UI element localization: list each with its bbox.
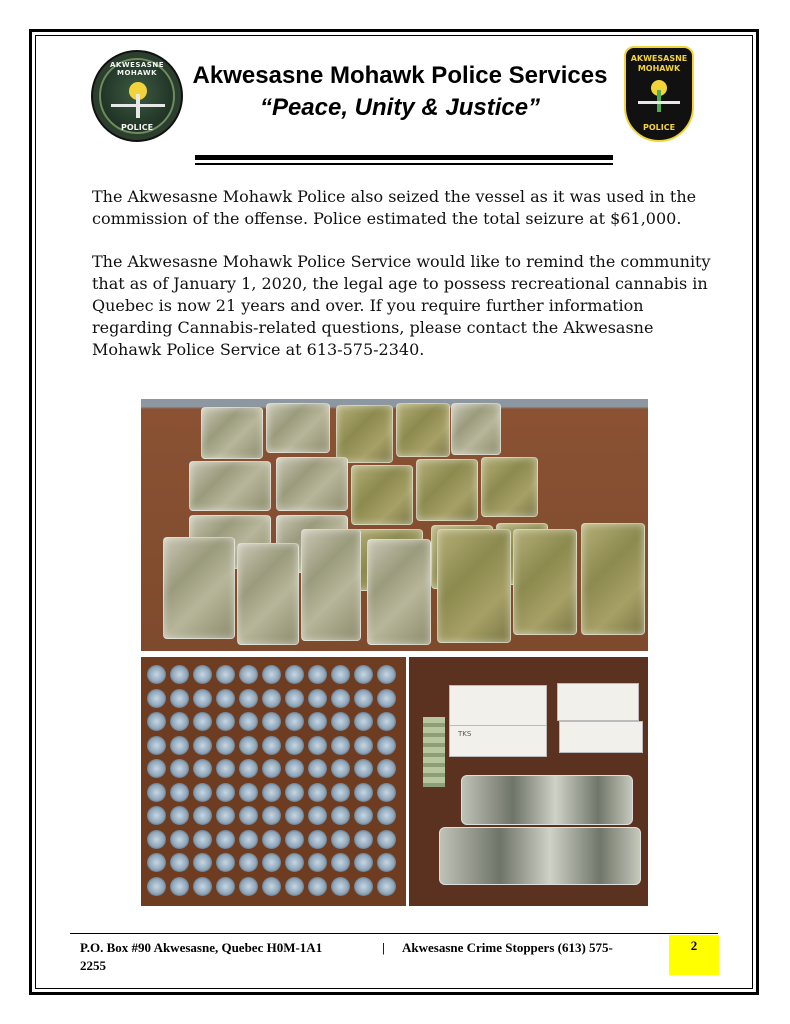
jar-lid xyxy=(147,783,166,802)
jar-lid xyxy=(331,830,350,849)
jar-lid xyxy=(239,712,258,731)
jar-lid xyxy=(331,806,350,825)
jar-lid xyxy=(147,759,166,778)
jar-lid xyxy=(216,853,235,872)
jar-lid xyxy=(354,877,373,896)
footer-separator: | xyxy=(382,940,385,955)
jar-lid xyxy=(193,665,212,684)
header-divider-thin xyxy=(195,163,613,165)
right-badge-line2: MOHAWK xyxy=(637,64,681,73)
page-number: 2 xyxy=(669,935,719,975)
jar-lid xyxy=(193,783,212,802)
wampum-line-icon xyxy=(111,104,165,107)
jar-lid xyxy=(147,877,166,896)
jar-lid xyxy=(239,783,258,802)
jar-lid xyxy=(170,712,189,731)
right-badge-line1: AKWESASNE xyxy=(630,54,688,63)
jar-lid xyxy=(170,759,189,778)
jar-lid xyxy=(193,712,212,731)
jar-lid xyxy=(193,830,212,849)
jar-lid xyxy=(377,736,396,755)
jar-lid xyxy=(331,783,350,802)
jar-lid xyxy=(262,712,281,731)
jar-lid xyxy=(170,689,189,708)
jar-lid xyxy=(262,783,281,802)
jar-lid xyxy=(308,736,327,755)
jar-lid xyxy=(354,712,373,731)
jar-lid xyxy=(262,877,281,896)
jar-lid xyxy=(377,806,396,825)
jar-lid xyxy=(354,853,373,872)
jar-lid xyxy=(377,853,396,872)
jar-lid xyxy=(262,736,281,755)
jar-lid xyxy=(331,736,350,755)
jar-lid xyxy=(193,759,212,778)
box-label: TKS xyxy=(458,730,472,738)
jar-lid xyxy=(377,783,396,802)
jar-lid xyxy=(354,759,373,778)
jar-lid xyxy=(193,689,212,708)
jar-lid xyxy=(285,830,304,849)
jar-lid xyxy=(285,689,304,708)
jar-lid xyxy=(308,759,327,778)
jar-lid xyxy=(354,783,373,802)
jar-lid xyxy=(147,736,166,755)
jar-lid xyxy=(239,877,258,896)
jar-lid xyxy=(262,806,281,825)
footer-divider xyxy=(70,933,718,934)
wampum-line-icon xyxy=(638,101,680,104)
footer-crime-stoppers: Akwesasne Crime Stoppers (613) 575- xyxy=(402,940,613,955)
jar-lid xyxy=(147,712,166,731)
jar-lid xyxy=(354,665,373,684)
jar-lid xyxy=(308,806,327,825)
jar-lid xyxy=(331,665,350,684)
jar-lid xyxy=(239,665,258,684)
jar-lid xyxy=(354,736,373,755)
page-title: Akwesasne Mohawk Police Services xyxy=(192,62,608,89)
jar-lid xyxy=(285,853,304,872)
jar-lid xyxy=(285,665,304,684)
jar-lid xyxy=(239,759,258,778)
jar-lid xyxy=(331,689,350,708)
jar-lid xyxy=(285,759,304,778)
jar-lid xyxy=(331,853,350,872)
jar-lid xyxy=(147,689,166,708)
jar-lid xyxy=(262,665,281,684)
jar-lid xyxy=(331,877,350,896)
jar-lid xyxy=(377,759,396,778)
jar-lid xyxy=(216,736,235,755)
currency-stack xyxy=(423,717,445,787)
jar-lid xyxy=(285,783,304,802)
jar-lid xyxy=(377,665,396,684)
jar-lid xyxy=(193,736,212,755)
jar-lid xyxy=(354,806,373,825)
jar-lid xyxy=(377,877,396,896)
jar-lid xyxy=(216,877,235,896)
jar-lid xyxy=(216,830,235,849)
right-badge-bottom-text: POLICE xyxy=(642,123,676,132)
jar-lid xyxy=(216,806,235,825)
jar-lid xyxy=(377,689,396,708)
jar-lid xyxy=(193,806,212,825)
jar-lid xyxy=(262,689,281,708)
jar-lid xyxy=(285,877,304,896)
jar-lid xyxy=(308,853,327,872)
jar-lid xyxy=(216,665,235,684)
jar-lid xyxy=(308,830,327,849)
jar-lid xyxy=(239,806,258,825)
jar-lid xyxy=(216,712,235,731)
jar-lid xyxy=(262,759,281,778)
header-divider-thick xyxy=(195,155,613,160)
jar-lid xyxy=(354,689,373,708)
jar-lid xyxy=(308,689,327,708)
jar-lid xyxy=(193,877,212,896)
jar-lid xyxy=(239,736,258,755)
jar-lid xyxy=(147,665,166,684)
photo-cannabis-jars xyxy=(141,657,406,906)
jar-lid xyxy=(193,853,212,872)
jar-lid xyxy=(239,689,258,708)
motto: “Peace, Unity & Justice” xyxy=(259,94,541,121)
jar-lid xyxy=(216,783,235,802)
jar-lid xyxy=(170,783,189,802)
jar-lid xyxy=(170,877,189,896)
photo-cannabis-bags xyxy=(141,399,648,651)
jar-lid xyxy=(377,712,396,731)
jar-lid xyxy=(147,806,166,825)
jar-lid xyxy=(147,830,166,849)
jar-lid xyxy=(170,853,189,872)
jar-lid xyxy=(285,806,304,825)
paragraph-reminder: The Akwesasne Mohawk Police Service would like to remind the community that as of January 1, 2020, the legal age to possess recreational cannabis in Quebec is now 21 years and over. If you require further information regarding Cannabis-related questions, please contact the Akwesasne Mohawk Police Service at 613-575-2340. xyxy=(92,252,711,359)
paragraph-seizure: The Akwesasne Mohawk Police also seized the vessel as it was used in the commission of the offense. Police estimated the total seizure at $61,000. xyxy=(92,187,697,228)
jar-lid xyxy=(308,783,327,802)
left-badge-bottom-text: POLICE xyxy=(120,123,154,132)
jar-lid xyxy=(147,853,166,872)
police-badge-left-logo xyxy=(91,50,183,142)
jar-lid xyxy=(308,712,327,731)
jar-lid xyxy=(262,853,281,872)
police-badge-right-logo xyxy=(624,46,694,142)
jar-lid xyxy=(285,712,304,731)
footer-crime-stoppers-wrap: 2255 xyxy=(80,958,106,973)
jar-lid xyxy=(239,830,258,849)
jar-lid xyxy=(331,712,350,731)
footer-address: P.O. Box #90 Akwesasne, Quebec H0M-1A1 xyxy=(80,940,323,955)
jar-lid xyxy=(170,665,189,684)
jar-lid xyxy=(216,759,235,778)
jar-lid xyxy=(170,830,189,849)
jar-lid xyxy=(354,830,373,849)
jar-lid xyxy=(170,736,189,755)
photo-desk-seizure xyxy=(409,657,648,906)
jar-lid xyxy=(239,853,258,872)
jar-lid xyxy=(216,689,235,708)
jar-lid xyxy=(170,806,189,825)
jar-lid xyxy=(308,665,327,684)
jar-lid xyxy=(377,830,396,849)
jar-lid xyxy=(285,736,304,755)
left-badge-arc-text: AKWESASNE MOHAWK xyxy=(110,61,164,77)
jar-lid xyxy=(331,759,350,778)
jar-lid xyxy=(262,830,281,849)
jar-lid xyxy=(308,877,327,896)
